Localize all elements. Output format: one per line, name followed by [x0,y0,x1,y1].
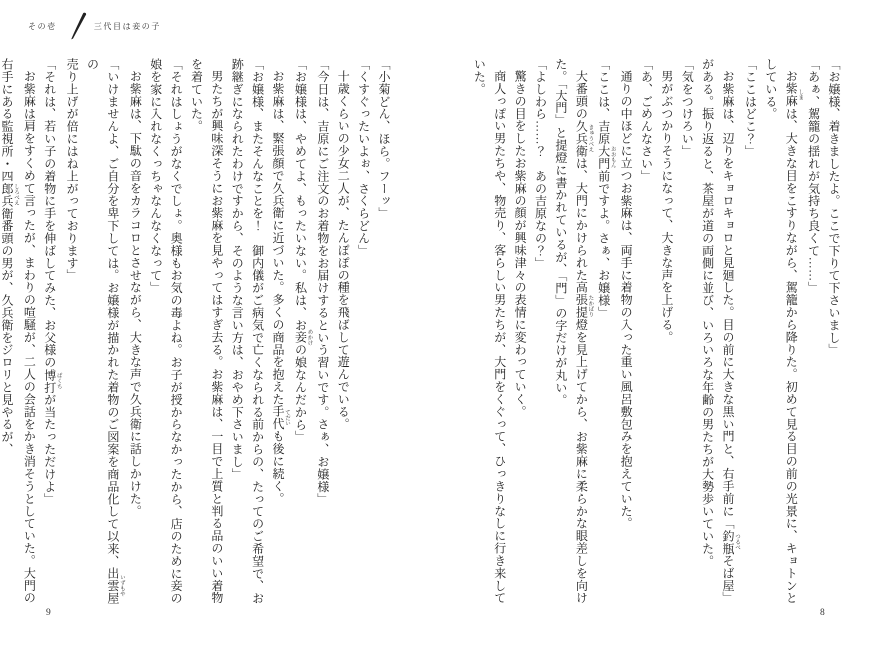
paragraph: 「お嬢様、またそんなことを！ 御内儀がご病気で亡くなられる前からの、たってのご希望で、お [250,58,265,605]
paragraph: お紫麻 しまは、大きな目をこすりながら、駕籠から降りた。初めて見る目の前の光景に、キョトンと [784,70,804,605]
paragraph: お紫麻は、辺りをキョロキョロと見廻した。目の前に大きな黒い門と、右手前に「釣瓶 つるべそば屋」 [721,70,741,605]
paragraph: 娘を家に入れなくっちゃなんなくなって」 [148,58,163,294]
paragraph: 「いけませんよ、ご自分を卑下しては。お嬢様が描かれた着物のご図案を商品化して以来、出雲屋 いずもやの [85,58,125,605]
paragraph: を着ていた。 [189,58,204,133]
paragraph: 「よしわら……？ あの吉原なの？」 [533,58,548,270]
brush-slash-icon [68,12,88,40]
paragraph: 「ここは、吉原大門 おおもん前ですよ。さぁ、お嬢様」 [596,58,616,319]
paragraph: がある。振り返ると、茶屋が道の両側に並び、いろいろな年齢の男たちが大勢歩いていた。 [700,58,715,568]
page-right-text [469,58,844,606]
paragraph: 「それはしょうがなくでしょ。奥様もお気の毒よね。お子が授からなかったから、店のために妾の [169,58,184,605]
paragraph: いた。 [472,58,487,96]
ruby-annotated-word: 妾 めかけ [293,329,313,346]
paragraph: 売り上げが倍にはね上がっております」 [65,58,80,282]
paragraph: 「今日は、吉原にご注文のお着物をお届けするという習いです。さぁ、お嬢様」 [315,58,330,506]
ruby-annotated-word: 四郎兵衛 しろべえ [0,169,19,220]
paragraph: お紫麻は、下駄の音をカラコロとさせながら、大きな声で久兵衛に話しかけた。 [128,70,143,518]
paragraph: 「くすぐったいよぉ、さくらどん」 [356,58,371,257]
paragraph: た。「大門」と提燈に書かれているが、「門」の字だけが丸い。 [553,58,568,407]
paragraph: 「お嬢様、着きましたよ。ここで下りて下さいまし」 [827,58,841,357]
ruby-annotated-word: 大門 おおもん [596,144,616,170]
paragraph: お紫麻は肩をすくめて言ったが、まわりの喧騒が、二人の会話をかき消そうとしていた。大門の [22,70,37,605]
ruby-annotated-word: 手代 てだい [271,405,291,431]
paragraph: 「小菊どん、ほら。フーッ」 [377,58,391,220]
paragraph: 通りの中ほどに立つお紫麻は、両手に着物の入った重い風呂敷包みを抱えていた。 [619,70,634,530]
paragraph: 右手にある監視所・四郎兵衛 しろべえ番頭の男が、久兵衛をジロリと見やるが、 [0,58,19,456]
ruby-annotated-word: 博打 ばくち [42,368,62,394]
ruby-annotated-word: 紫麻 しま [784,82,804,108]
ruby-annotated-word: 久兵衛 きゅうべえ [574,119,594,157]
paragraph: 「気をつけろい」 [680,58,695,158]
ruby-annotated-word: 高張提燈 たかばり [574,281,594,331]
paragraph: 「あぁ、駕籠の揺れが気持ち良くて……」 [806,58,821,294]
paragraph: 十歳くらいの少女二人が、たんぽぽの種を飛ばして遊んでいる。 [336,70,351,431]
ruby-annotated-word: 釣瓶 つるべ [721,529,741,555]
paragraph: している。 [763,58,778,121]
paragraph: 男たちが興味深そうにお紫麻を見やってはすぎ去る。お紫麻は、一目で上質と判る品のいい着物 [209,70,224,605]
paragraph: 男がぶつかりそうになって、大きな声を上げる。 [659,70,674,344]
ruby-annotated-word: 出雲屋 いずもや [105,567,125,605]
paragraph: お紫麻は、緊張顔で久兵衛に近づいた。多くの商品を抱えた手代 てだいも後に続く。 [271,70,291,505]
paragraph: 「お嬢様は、やめてよ、もったいない。私は、お妾 めかけの娘なんだから」 [293,58,313,444]
paragraph: 「ここはどこ？」 [743,58,758,158]
paragraph: 「それは、若い子の着物に手を伸ばしてみた、お父様の博打 ばくちが当たっただけよ」 [42,58,62,506]
chapter-label: その壱 [28,21,57,31]
running-header [28,12,161,40]
page-left-text [0,58,394,606]
paragraph: 驚きの目をしたお紫麻の顔が興味津々の表情に変わっていく。 [513,70,528,418]
paragraph: 大番頭の久兵衛 きゅうべえは、大門にかけられた高張提燈 たかばりを見上げてから、お紫麻に柔らかな眼差しを向け [574,70,594,605]
paragraph: 跡継ぎになられたわけですから、そのような言い方は、おやめ下さいまし」 [230,58,245,481]
page-number-left: 9 [46,608,51,618]
page-number-right: 8 [820,608,825,618]
paragraph: 「あ、ごめんなさい」 [639,58,654,183]
chapter-title: 三代目は妾の子 [93,21,162,31]
paragraph: 商人っぽい男たちや、物売り、客らしい男たちが、大門をくぐって、ひっきりなしに行き来して [492,70,507,605]
